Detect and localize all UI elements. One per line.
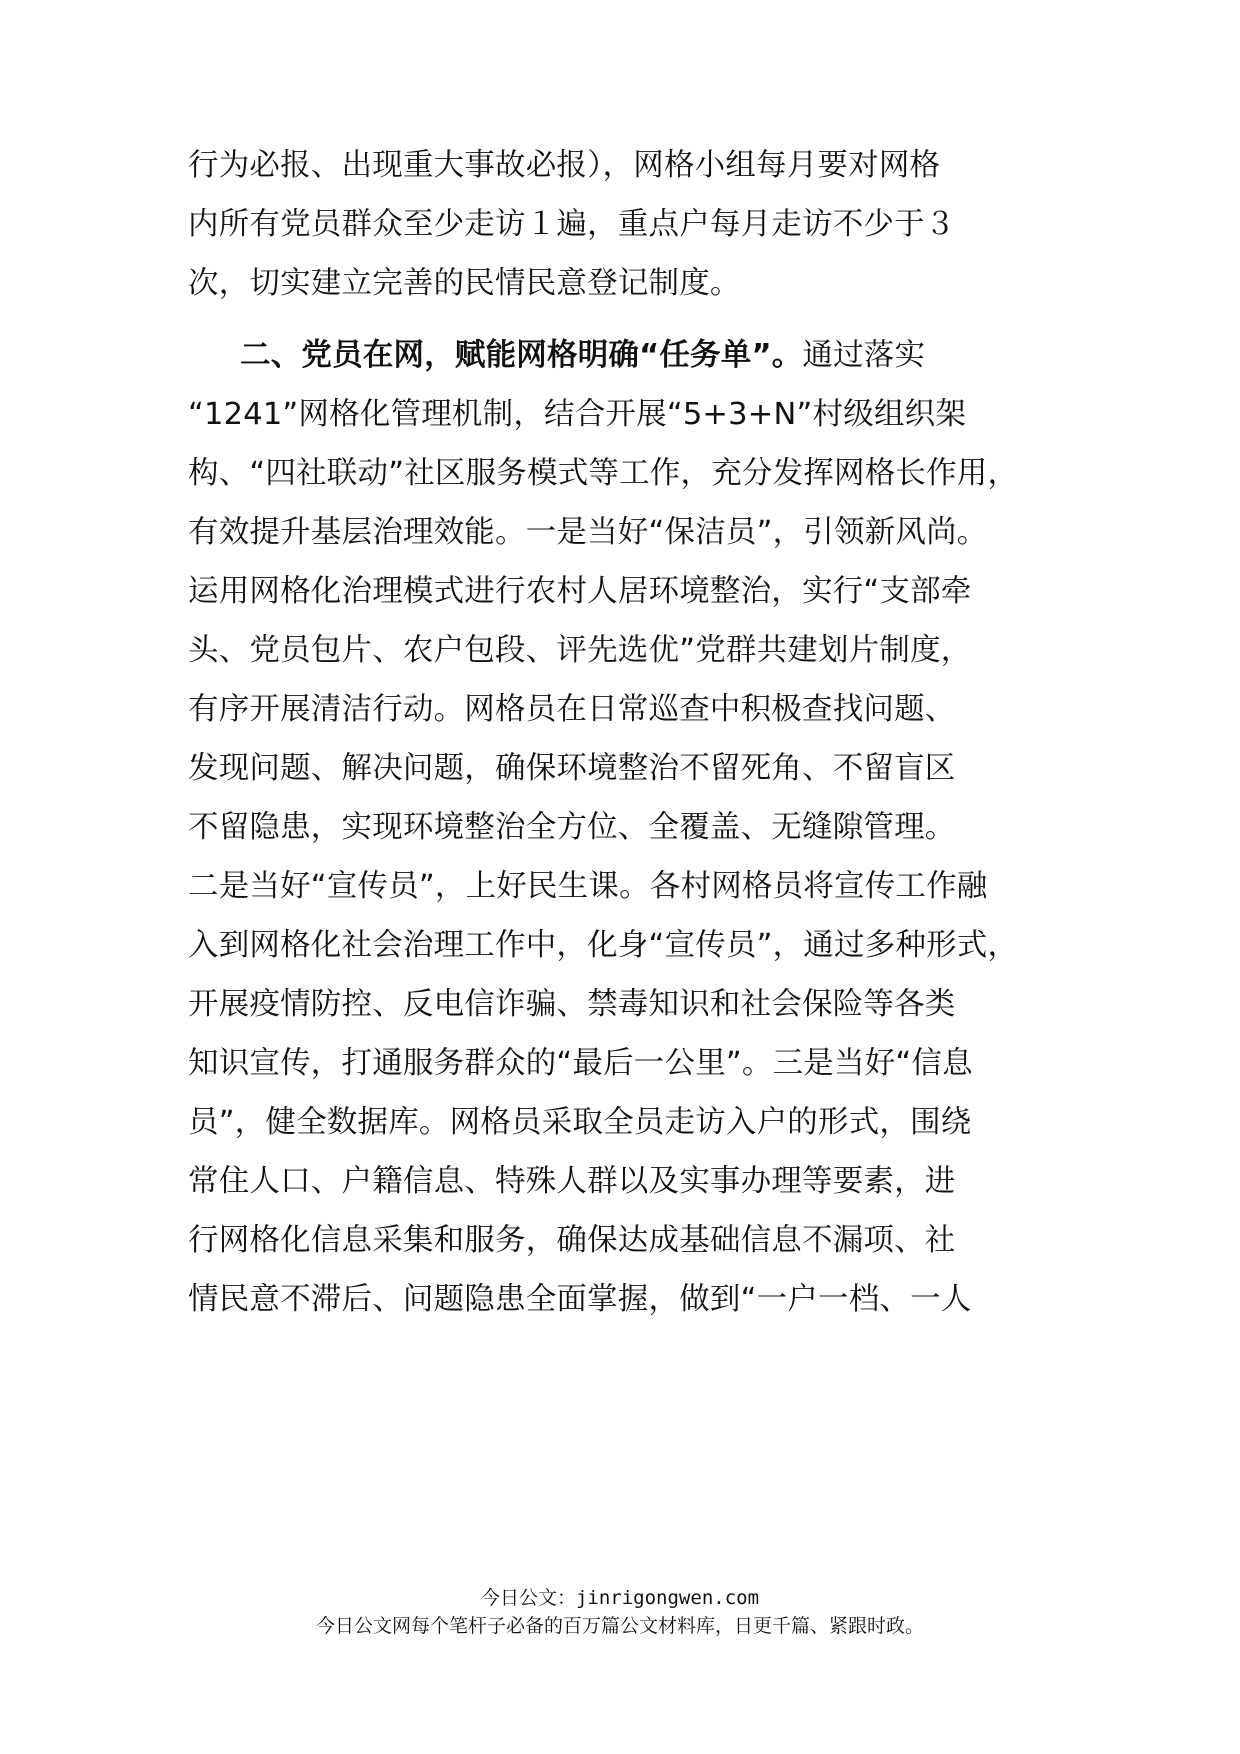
body-line: 入到网格化社会治理工作中，化身“宣传员”，通过多种形式， bbox=[188, 928, 1019, 963]
body-line: 有效提升基层治理效能。一是当好“保洁员”，引领新风尚。 bbox=[188, 515, 988, 550]
section-heading-line bbox=[240, 336, 925, 376]
body-line: 二是当好“宣传员”，上好民生课。各村网格员将宣传工作融 bbox=[188, 869, 988, 904]
body-line: 内所有党员群众至少走访１遍，重点户每月走访不少于３ bbox=[188, 207, 956, 242]
body-line: 发现问题、解决问题，确保环境整治不留死角、不留盲区 bbox=[188, 751, 956, 786]
body-line: 行为必报、出现重大事故必报），网格小组每月要对网格 bbox=[188, 148, 941, 183]
section-heading: 二、党员在网，赋能网格明确“任务单”。 bbox=[240, 338, 803, 373]
body-line: 员”，健全数据库。网格员采取全员走访入户的形式，围绕 bbox=[188, 1105, 972, 1140]
footer-tagline: 今日公文网每个笔杆子必备的百万篇公文材料库，日更千篇、紧跟时政。 bbox=[315, 1615, 924, 1637]
footer-site-label: 今日公文： bbox=[480, 1587, 576, 1609]
body-line: 头、党员包片、农户包段、评先选优”党群共建划片制度， bbox=[188, 633, 972, 668]
body-line: 知识宣传，打通服务群众的“最后一公里”。三是当好“信息 bbox=[188, 1046, 973, 1081]
body-line: 不留隐患，实现环境整治全方位、全覆盖、无缝隙管理。 bbox=[188, 810, 956, 845]
body-line: “1241”网格化管理机制，结合开展“5+3+N”村级组织架 bbox=[188, 397, 967, 432]
body-line: 有序开展清洁行动。网格员在日常巡查中积极查找问题、 bbox=[188, 692, 956, 727]
body-line: 常住人口、户籍信息、特殊人群以及实事办理等要素，进 bbox=[188, 1164, 956, 1199]
footer-site-link[interactable]: jinrigongwen.com bbox=[575, 1587, 760, 1609]
footer-site bbox=[0, 1586, 1240, 1610]
body-line: 开展疫情防控、反电信诈骗、禁毒知识和社会保险等各类 bbox=[188, 987, 956, 1022]
body-line: 运用网格化治理模式进行农村人居环境整治，实行“支部牵 bbox=[188, 574, 972, 609]
heading-continuation: 通过落实 bbox=[802, 338, 926, 373]
body-line: 构、“四社联动”社区服务模式等工作，充分发挥网格长作用， bbox=[188, 456, 1019, 491]
body-line: 情民意不滞后、问题隐患全面掌握，做到“一户一档、一人 bbox=[188, 1282, 972, 1317]
body-line: 行网格化信息采集和服务，确保达成基础信息不漏项、社 bbox=[188, 1223, 956, 1258]
body-line: 次，切实建立完善的民情民意登记制度。 bbox=[188, 266, 741, 301]
